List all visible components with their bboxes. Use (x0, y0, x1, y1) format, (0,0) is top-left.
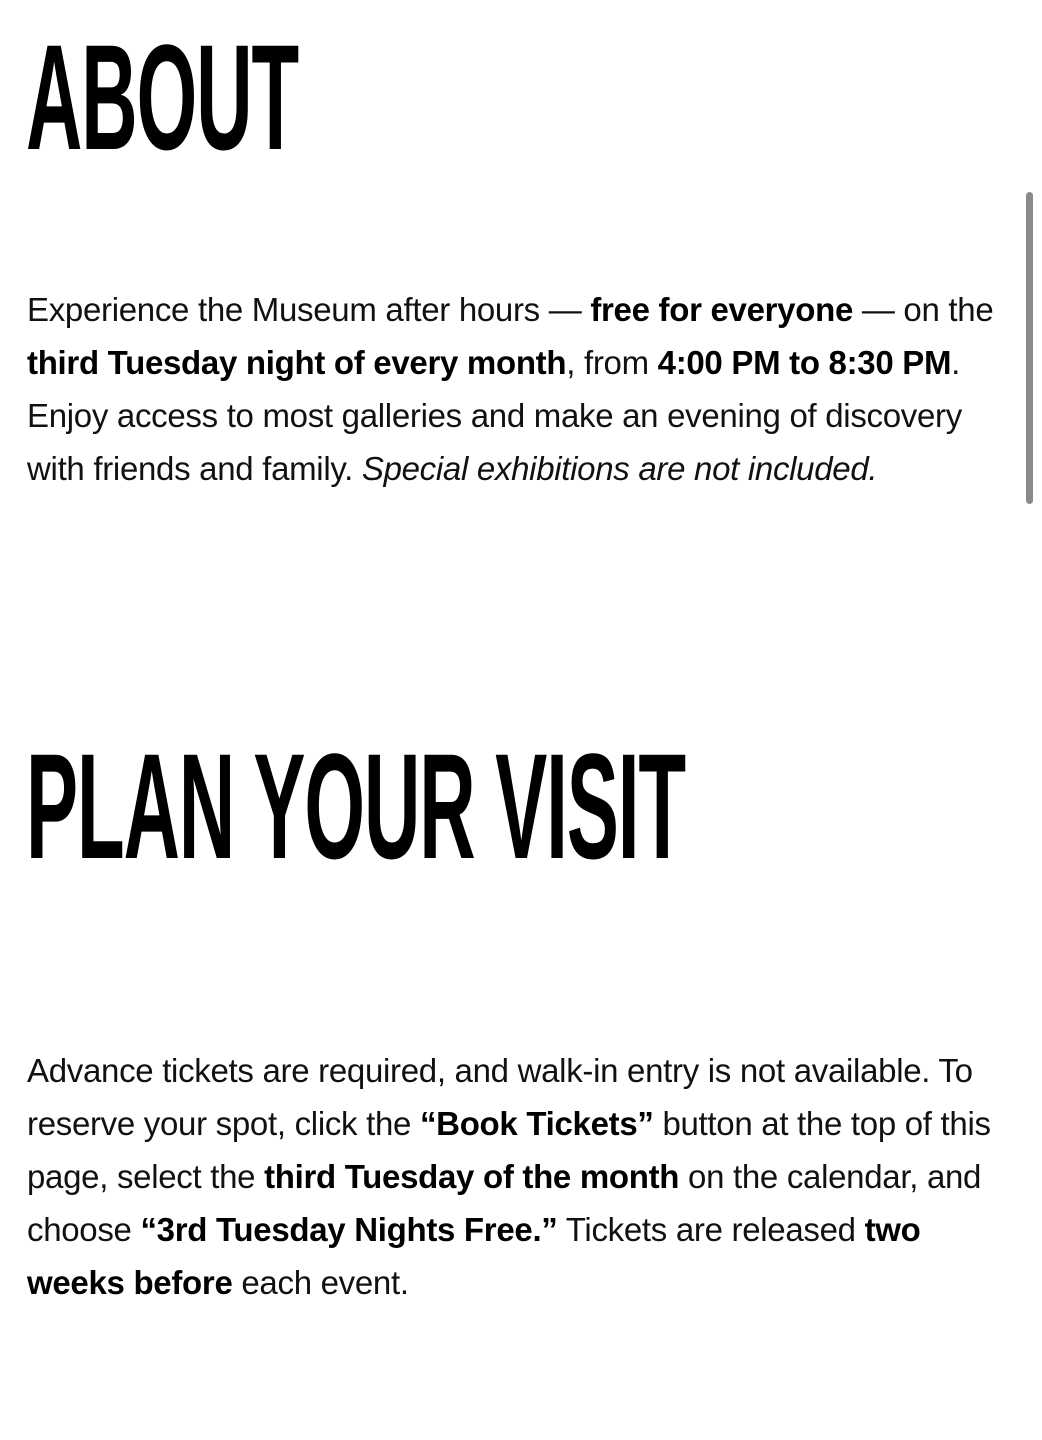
about-text-4: . Enjoy access to most galleries and make an evening of discovery with friends and family. (27, 344, 962, 487)
about-text-1: Experience the Museum after hours — (27, 291, 591, 328)
plan-bold-book-tickets: “Book Tickets” (419, 1105, 654, 1142)
plan-bold-3rd-tuesday-nights: “3rd Tuesday Nights Free.” (140, 1211, 558, 1248)
plan-text-5: each event. (232, 1264, 409, 1301)
about-paragraph (27, 283, 1017, 495)
plan-text-3: on the calendar, and choose (27, 1158, 982, 1248)
plan-text-4: Tickets are released (557, 1211, 865, 1248)
plan-text-2: button at the top of this page, select the (27, 1105, 991, 1195)
about-text-3: , from (566, 344, 658, 381)
plan-visit-paragraph (27, 1044, 1017, 1309)
about-bold-third-tuesday: third Tuesday night of every month (27, 344, 567, 381)
plan-visit-heading: PLAN YOUR VISIT (26, 722, 686, 890)
about-heading: ABOUT (26, 13, 299, 181)
plan-bold-two-weeks: two weeks before (27, 1211, 921, 1301)
about-text-2: — on the (853, 291, 994, 328)
plan-text-1: Advance tickets are required, and walk-in entry is not available. To reserve your spot, click the (27, 1052, 973, 1142)
plan-bold-third-tuesday: third Tuesday of the month (264, 1158, 680, 1195)
vertical-scrollbar[interactable] (1026, 192, 1033, 504)
about-italic-note: Special exhibitions are not included. (361, 450, 878, 487)
about-bold-hours: 4:00 PM to 8:30 PM (657, 344, 952, 381)
about-bold-free: free for everyone (590, 291, 853, 328)
